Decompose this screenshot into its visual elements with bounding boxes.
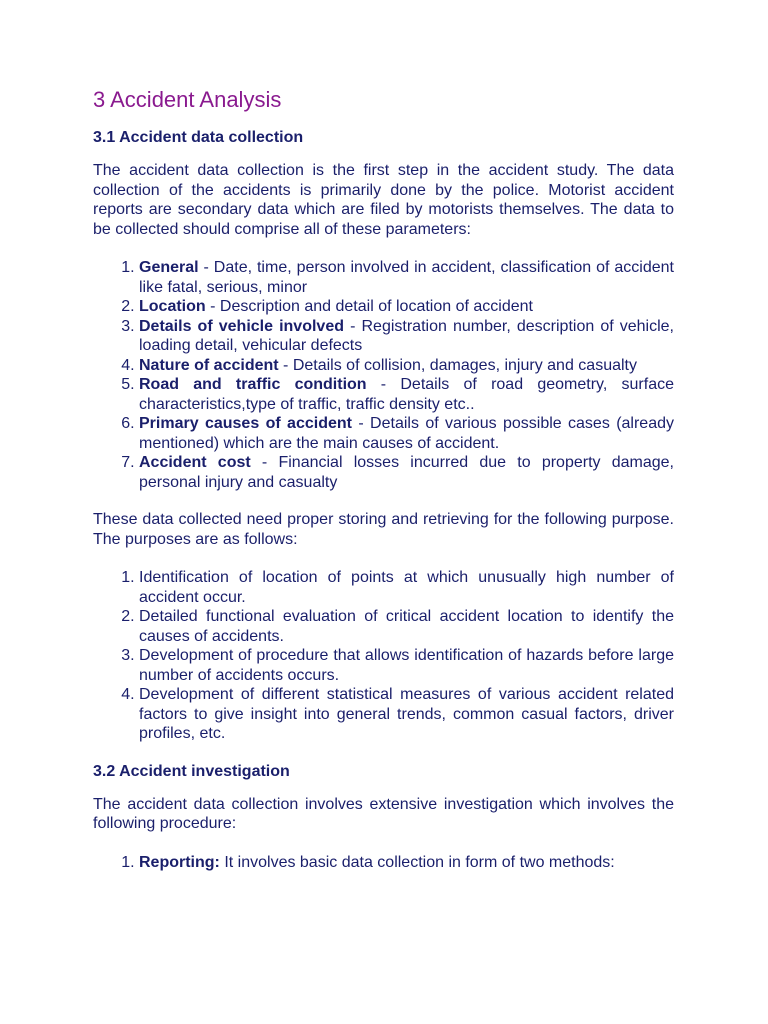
list-item-desc: - Registration number, description of vehicle, loading detail, vehicular defects: [139, 317, 674, 354]
parameter-list: [93, 258, 674, 492]
list-item: 3. Development of procedure that allows identification of hazards before large number of accidents occurs.: [139, 646, 674, 685]
list-item: [139, 414, 674, 453]
purpose-list: [93, 568, 674, 744]
list-item-desc: - Details of various possible cases (already mentioned) which are the main causes of accident.: [139, 415, 675, 452]
list-item-desc: - Date, time, person involved in accident, classification of accident like fatal, serious, minor: [139, 259, 674, 296]
list-item-term: Road and traffic condition: [139, 376, 367, 393]
list-item: [139, 258, 674, 297]
list-item: [139, 297, 674, 317]
list-item: [139, 853, 674, 873]
list-item-term: General: [139, 259, 199, 276]
list-item-term: Reporting:: [139, 853, 220, 871]
section-heading-3-1: 3.1 Accident data collection: [93, 129, 304, 146]
list-item-desc: - Details of collision, damages, injury and casualty: [278, 356, 637, 374]
procedure-list: [93, 853, 674, 873]
list-item-term: Accident cost: [139, 454, 251, 471]
list-item-desc: It involves basic data collection in form of two methods:: [219, 853, 615, 871]
list-item: 2. Detailed functional evaluation of critical accident location to identify the causes of accidents.: [139, 607, 674, 646]
list-item: [139, 375, 674, 414]
list-item-term: Details of vehicle involved: [139, 317, 344, 335]
list-item: [139, 453, 674, 492]
list-item: [139, 317, 674, 356]
list-item: [139, 356, 674, 376]
section-heading-3-2: 3.2 Accident investigation: [93, 762, 290, 780]
section-2-intro: The accident data collection involves extensive investigation which involves the following procedure:: [93, 795, 674, 832]
list-item-desc: - Description and detail of location of accident: [205, 298, 533, 315]
list-item-desc: - Financial losses incurred due to property damage, personal injury and casualty: [139, 454, 675, 491]
list-item-term: Nature of accident: [139, 356, 279, 374]
purpose-intro: These data collected need proper storing and retrieving for the following purpose. The purposes are as follows:: [93, 511, 674, 548]
list-item-desc: - Details of road geometry, surface characteristics,type of traffic, traffic density etc..: [139, 376, 674, 413]
list-item: 1. Identification of location of points at which unusually high number of accident occur.: [139, 568, 674, 607]
list-item: 4. Development of different statistical measures of various accident related factors to give insight into general trends, common casual factors, driver profiles, etc.: [139, 685, 674, 744]
section-1-intro: The accident data collection is the first step in the accident study. The data collection of the accidents is primarily done by the police. Motorist accident reports are secondary data which are filed by motorists themselves. The data to be collected should comprise all of these parameters:: [93, 162, 674, 238]
list-item-term: Primary causes of accident: [139, 415, 352, 432]
chapter-title: 3 Accident Analysis: [93, 87, 282, 112]
list-item-term: Location: [139, 298, 206, 315]
